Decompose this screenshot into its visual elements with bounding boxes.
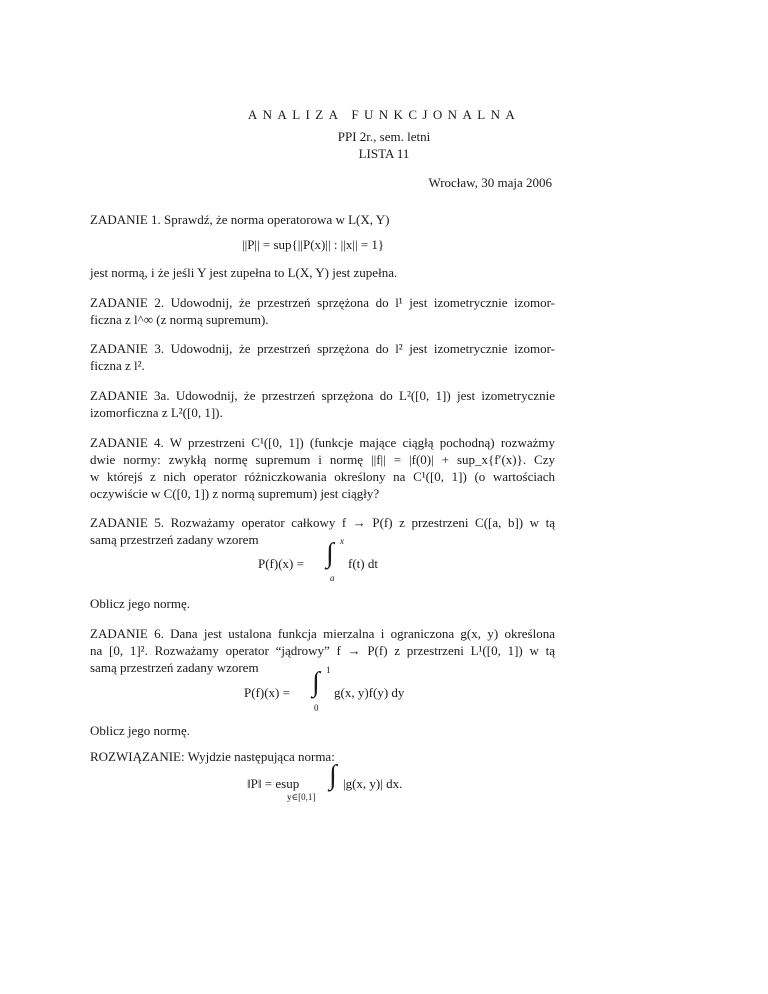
problem-4-line4: oczywiście w C([0, 1]) z normą supremum) jest ciągły?	[90, 486, 380, 501]
problem-6-after	[90, 722, 555, 739]
problem-4-line3: w którejś z nich operator różniczkowania określony na C¹([0, 1]) (o wartościach	[90, 469, 555, 484]
problem-3a	[90, 387, 555, 421]
list-number: LISTA 11	[358, 146, 410, 161]
problem-5-after	[90, 595, 555, 612]
problem-6-line2: na [0, 1]². Rozważamy operator “jądrowy” f → P(f) z przestrzeni L¹([0, 1]) w tą	[90, 643, 555, 658]
problem-1-intro	[90, 211, 555, 228]
solution-label: ROZWIĄZANIE: Wyjdzie następująca norma:	[90, 749, 335, 764]
problem-4-line2: dwie normy: zwykłą normę supremum i normę ||f|| = |f(0)| + sup_x{f′(x)}. Czy	[90, 452, 555, 467]
course-info: PPI 2r., sem. letni	[337, 129, 431, 144]
page-title: ANALIZA FUNKCJONALNA	[247, 107, 521, 122]
problem-4-line1: ZADANIE 4. W przestrzeni C¹([0, 1]) (funkcje mające ciągłą pochodną) rozważmy	[90, 435, 555, 450]
problem-3-line1: ZADANIE 3. Udowodnij, że przestrzeń sprzężona do l² jest izometrycznie izomor-	[90, 341, 555, 356]
problem-4	[90, 434, 555, 502]
problem-5-line2: samą przestrzeń zadany wzorem	[90, 532, 259, 547]
problem-6	[90, 625, 555, 676]
problem-5-formula-lhs: P(f)(x) =	[258, 556, 304, 571]
problem-5-integrand: f(t) dt	[348, 556, 378, 571]
integral-sign: ∫	[312, 667, 320, 698]
problem-1-line1: ZADANIE 1. Sprawdź, że norma operatorowa w L(X, Y)	[90, 212, 390, 227]
problem-3	[90, 340, 555, 374]
integral-upper-limit: 1	[326, 665, 331, 675]
integral-lower-limit: a	[330, 573, 335, 583]
solution	[90, 748, 555, 765]
solution-subscript: y∈[0,1]	[287, 792, 316, 802]
problem-6-question: Oblicz jego normę.	[90, 723, 190, 738]
problem-6-line3: samą przestrzeń zadany wzorem	[90, 660, 259, 675]
problem-5	[90, 514, 555, 548]
problem-1-line2: jest normą, i że jeśli Y jest zupełna to L(X, Y) jest zupełna.	[90, 265, 398, 280]
problem-5-question: Oblicz jego normę.	[90, 596, 190, 611]
problem-1-tail	[90, 264, 555, 281]
solution-lhs: ‖P‖ = esup	[247, 776, 300, 791]
date-place: Wrocław, 30 maja 2006	[428, 175, 552, 190]
problem-2	[90, 294, 555, 328]
problem-3a-line1: ZADANIE 3a. Udowodnij, że przestrzeń sprzężona do L²([0, 1]) jest izometrycznie	[90, 388, 555, 403]
integral-upper-limit: x	[340, 536, 344, 546]
problem-3-line2: ficzna z l².	[90, 358, 145, 373]
problem-5-line1: ZADANIE 5. Rozważamy operator całkowy f → P(f) z przestrzeni C([a, b]) w tą	[90, 515, 555, 530]
integral-sign: ∫	[329, 760, 337, 791]
solution-integrand: |g(x, y)| dx.	[343, 776, 403, 791]
problem-6-line1: ZADANIE 6. Dana jest ustalona funkcja mierzalna i ograniczona g(x, y) określona	[90, 626, 555, 641]
problem-6-formula-lhs: P(f)(x) =	[244, 685, 290, 700]
integral-lower-limit: 0	[314, 703, 319, 713]
problem-3a-line2: izomorficzna z L²([0, 1]).	[90, 405, 223, 420]
problem-6-integrand: g(x, y)f(y) dy	[334, 685, 405, 700]
problem-1-formula: ||P|| = sup{||P(x)|| : ||x|| = 1}	[242, 237, 385, 252]
problem-2-line2: ficzna z l^∞ (z normą supremum).	[90, 312, 269, 327]
integral-sign: ∫	[326, 538, 334, 569]
problem-2-line1: ZADANIE 2. Udowodnij, że przestrzeń sprzężona do l¹ jest izometrycznie izomor-	[90, 295, 555, 310]
